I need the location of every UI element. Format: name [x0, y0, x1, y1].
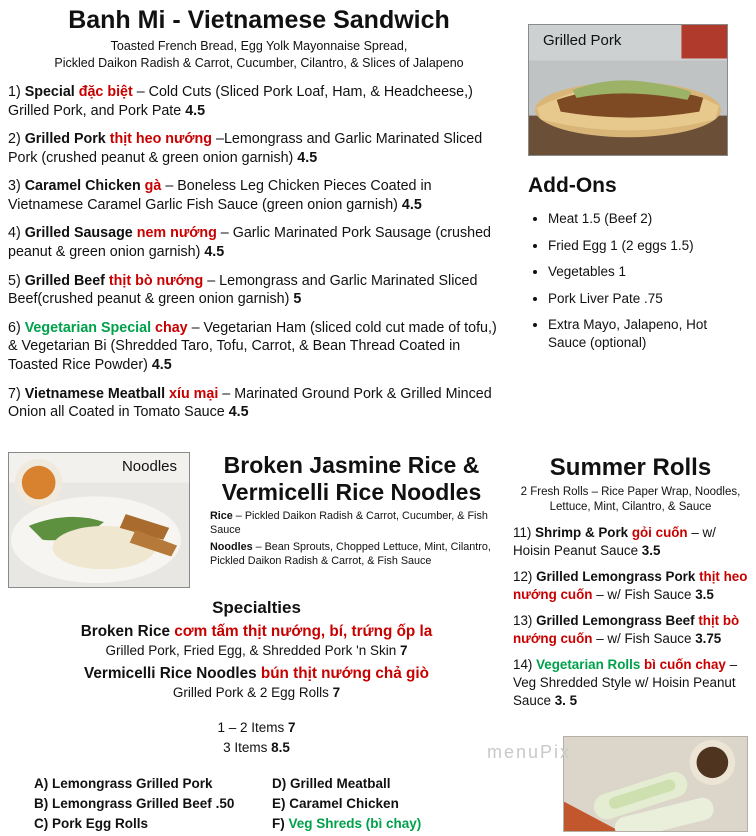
banh-mi-item-3 [8, 177, 510, 214]
item-description: – w/ Fish Sauce [592, 630, 696, 646]
combo-name: Lemongrass Grilled Pork [52, 776, 213, 792]
vermicelli-description [8, 684, 505, 702]
combo-name: Lemongrass Grilled Beef [52, 795, 212, 811]
item-vietnamese-name: thịt bò nướng [104, 272, 204, 289]
item-number: 3) [8, 178, 25, 195]
item-vietnamese-name: bì cuốn chay [644, 656, 726, 672]
item-price: 3.5 [695, 586, 714, 602]
summer-rolls-item-list [513, 524, 748, 710]
broken-rice-line [8, 622, 505, 642]
rice-description [210, 509, 492, 537]
item-name: Caramel Chicken [24, 178, 141, 195]
item-description: – Boneless Leg Chicken Pieces Coated in Vietnamese Caramel Garlic Fish Sauce (green onion garnish) [8, 178, 432, 213]
summer-roll-item-12 [513, 568, 748, 604]
item-name: Grilled Pork [24, 131, 106, 148]
item-price: 4.5 [185, 102, 206, 119]
item-number: 12) [513, 568, 537, 584]
grilled-pork-photo [528, 24, 728, 156]
combo-suffix: .50 [211, 795, 235, 811]
item-description: – Garlic Marinated Pork Sausage (crushed peanut & green onion garnish) [8, 225, 491, 261]
dish-description: Grilled Pork & 2 Egg Rolls [172, 684, 333, 700]
combo-letter: D) [272, 776, 290, 792]
summer-rolls-column [487, 452, 748, 834]
item-name: Vegetarian Rolls [536, 656, 644, 672]
item-vietnamese-name: thịt bò nướng cuốn [513, 612, 740, 646]
noodles-ingredients: – Bean Sprouts, Chopped Lettuce, Mint, Cilantro, Pickled Daikon Radish & Carrot, & Fish Sauce [210, 540, 491, 568]
item-price: 4.5 [151, 356, 172, 373]
add-ons-title: Add-Ons [528, 174, 617, 197]
add-ons-list [528, 210, 746, 351]
rice-header-row [8, 452, 505, 588]
broken-rice-description [8, 642, 505, 660]
banh-mi-item-7 [8, 385, 510, 422]
pricing-text: 1 – 2 Items [217, 719, 289, 735]
item-number: 11) [513, 525, 536, 541]
item-description: – w/ Fish Sauce [592, 586, 696, 602]
rice-label: Rice [210, 509, 233, 522]
item-price: 4.5 [297, 149, 318, 166]
summer-rolls-photo-image [564, 737, 747, 831]
noodles-label: Noodles [210, 540, 253, 553]
banh-mi-subtitle [8, 38, 510, 71]
item-name: Grilled Lemongrass Beef [536, 612, 699, 628]
banh-mi-item-6 [8, 319, 510, 375]
item-price: 3.75 [695, 630, 722, 646]
combo-letter: B) [34, 795, 52, 811]
rice-title-block [190, 452, 505, 588]
summer-rolls-title: Summer Rolls [549, 453, 712, 481]
dish-name: Vermicelli Rice Noodles [84, 665, 261, 683]
item-number: 1) [8, 84, 25, 100]
combo-column-left [34, 774, 272, 834]
combo-name: Grilled Meatball [290, 776, 391, 792]
pricing-text: 3 Items [223, 739, 272, 755]
banh-mi-item-4 [8, 224, 510, 261]
summer-roll-item-11 [513, 524, 748, 560]
item-number: 13) [513, 612, 537, 628]
add-on-item: • Vegetables 1 [548, 263, 746, 281]
item-number: 4) [8, 225, 25, 242]
banh-mi-item-list [8, 83, 510, 422]
specialties-title: Specialties [212, 597, 301, 617]
item-price: 4.5 [204, 244, 225, 261]
combo-suffix: (bì chay) [362, 815, 422, 831]
combo-name: Pork Egg Rolls [52, 815, 149, 831]
rice-noodles-title [198, 452, 505, 506]
item-description: – Veg Shredded Style w/ Hoisin Peanut Sauce [513, 656, 738, 708]
pricing-line-1 [8, 718, 505, 738]
item-vietnamese-name: thịt heo nướng cuốn [513, 568, 748, 602]
item-description: –Lemongrass and Garlic Marinated Sliced Pork (crushed peanut & green onion garnish) [8, 131, 483, 166]
item-number: 7) [8, 385, 25, 402]
pricing-price: 7 [288, 719, 296, 735]
combo-column-right [272, 774, 421, 834]
banh-mi-item-2 [8, 130, 510, 167]
add-on-item: • Fried Egg 1 (2 eggs 1.5) [548, 237, 746, 255]
subtitle-line-1: Toasted French Bread, Egg Yolk Mayonnaise Spread, [110, 39, 408, 53]
rice-noodles-column [8, 452, 505, 834]
combo-letter: A) [34, 776, 52, 792]
dish-price: 7 [332, 684, 341, 700]
item-vietnamese-name: thịt heo nướng [105, 131, 213, 148]
combo-name: Caramel Chicken [289, 795, 399, 811]
dish-price: 7 [399, 642, 408, 658]
combo-item-f [272, 814, 421, 834]
pricing-line-2 [8, 738, 505, 758]
item-name: Shrimp & Pork [535, 525, 632, 541]
menupix-watermark: menuPix [487, 741, 572, 762]
banh-mi-item-1 [8, 83, 510, 120]
item-description: – Marinated Ground Pork & Grilled Minced Onion all Coated in Tomato Sauce [8, 385, 492, 421]
items-pricing [8, 718, 505, 759]
item-description: – Cold Cuts (Sliced Pork Loaf, Ham, & Headcheese,) Grilled Pork, and Pork Pate [8, 84, 473, 119]
item-price: 5 [293, 291, 302, 308]
rice-noodles-section [0, 452, 756, 834]
item-vietnamese-name: nem nướng [132, 225, 217, 242]
dish-description: Grilled Pork, Fried Egg, & Shredded Pork 'n Skin [105, 642, 400, 658]
subtitle-line-2: Pickled Daikon Radish & Carrot, Cucumber, Cilantro, & Slices of Jalapeno [54, 55, 464, 70]
item-name: Grilled Sausage [24, 225, 133, 242]
noodles-photo [8, 452, 190, 588]
summer-rolls-photo [563, 736, 748, 832]
noodles-description [210, 540, 492, 568]
pricing-price: 8.5 [271, 739, 290, 755]
combo-letter: E) [272, 795, 290, 811]
banh-mi-column [8, 4, 510, 432]
combo-item-b [34, 794, 272, 814]
item-description: – Lemongrass and Garlic Marinated Sliced Beef(crushed peanut & green onion garnish) [8, 272, 478, 308]
dish-name: Broken Rice [80, 622, 175, 640]
item-number: 6) [8, 319, 25, 336]
summer-roll-item-13 [513, 612, 748, 648]
combo-item-a [34, 774, 272, 794]
item-price: 3. 5 [554, 692, 578, 708]
summer-rolls-photo-area [487, 736, 748, 832]
combo-options [34, 774, 505, 834]
item-name: Vietnamese Meatball [24, 385, 166, 402]
item-price: 4.5 [228, 404, 249, 421]
add-on-item: • Meat 1.5 (Beef 2) [548, 210, 746, 228]
summer-rolls-subtitle: 2 Fresh Rolls – Rice Paper Wrap, Noodles, Lettuce, Mint, Cilantro, & Sauce [520, 485, 741, 513]
combo-letter: F) [272, 815, 289, 831]
item-price: 3.5 [641, 542, 661, 558]
item-description: – w/ Hoisin Peanut Sauce [513, 525, 716, 558]
item-vietnamese-name: gỏi cuốn [631, 525, 688, 541]
item-name: Special [24, 84, 75, 100]
rice-title-line-1: Broken Jasmine Rice & [223, 451, 480, 478]
item-name: Vegetarian Special [24, 319, 152, 336]
vermicelli-line [8, 664, 505, 684]
summer-roll-item-14 [513, 656, 748, 710]
combo-letter: C) [34, 815, 52, 831]
add-ons-column [510, 4, 746, 432]
grilled-pork-photo-label: Grilled Pork [543, 32, 622, 49]
dish-vietnamese-name: cơm tấm thịt nướng, bí, trứng ốp la [174, 622, 433, 640]
dish-vietnamese-name: bún thịt nướng chả giò [260, 665, 429, 683]
item-name: Grilled Lemongrass Pork [536, 568, 700, 584]
combo-item-d [272, 774, 421, 794]
item-name: Grilled Beef [24, 272, 105, 289]
item-price: 4.5 [401, 196, 422, 213]
rice-ingredients: – Pickled Daikon Radish & Carrot, Cucumber, & Fish Sauce [210, 509, 488, 536]
item-vietnamese-name: chay [151, 319, 188, 336]
item-number: 14) [513, 656, 537, 672]
noodles-photo-label: Noodles [121, 457, 177, 475]
item-vietnamese-name: gà [140, 178, 162, 195]
add-on-item: • Pork Liver Pate .75 [548, 290, 746, 308]
banh-mi-item-5 [8, 272, 510, 309]
item-vietnamese-name: xíu mại [165, 385, 219, 402]
combo-name: Veg Shreds [288, 815, 363, 831]
item-number: 2) [8, 131, 25, 148]
item-description: – Vegetarian Ham (sliced cold cut made of tofu,) & Vegetarian Bi (Shredded Taro, Tofu, Carrot, & Bean Thread Coated in Toasted Rice Powder) [8, 319, 497, 373]
rice-title-line-2: Vermicelli Rice Noodles [221, 478, 482, 505]
page-title: Banh Mi - Vietnamese Sandwich [68, 6, 450, 34]
combo-item-c [34, 814, 272, 834]
item-vietnamese-name: đặc biệt [74, 84, 133, 100]
add-on-item: • Extra Mayo, Jalapeno, Hot Sauce (optional) [548, 316, 746, 351]
item-number: 5) [8, 272, 25, 289]
combo-item-e [272, 794, 421, 814]
